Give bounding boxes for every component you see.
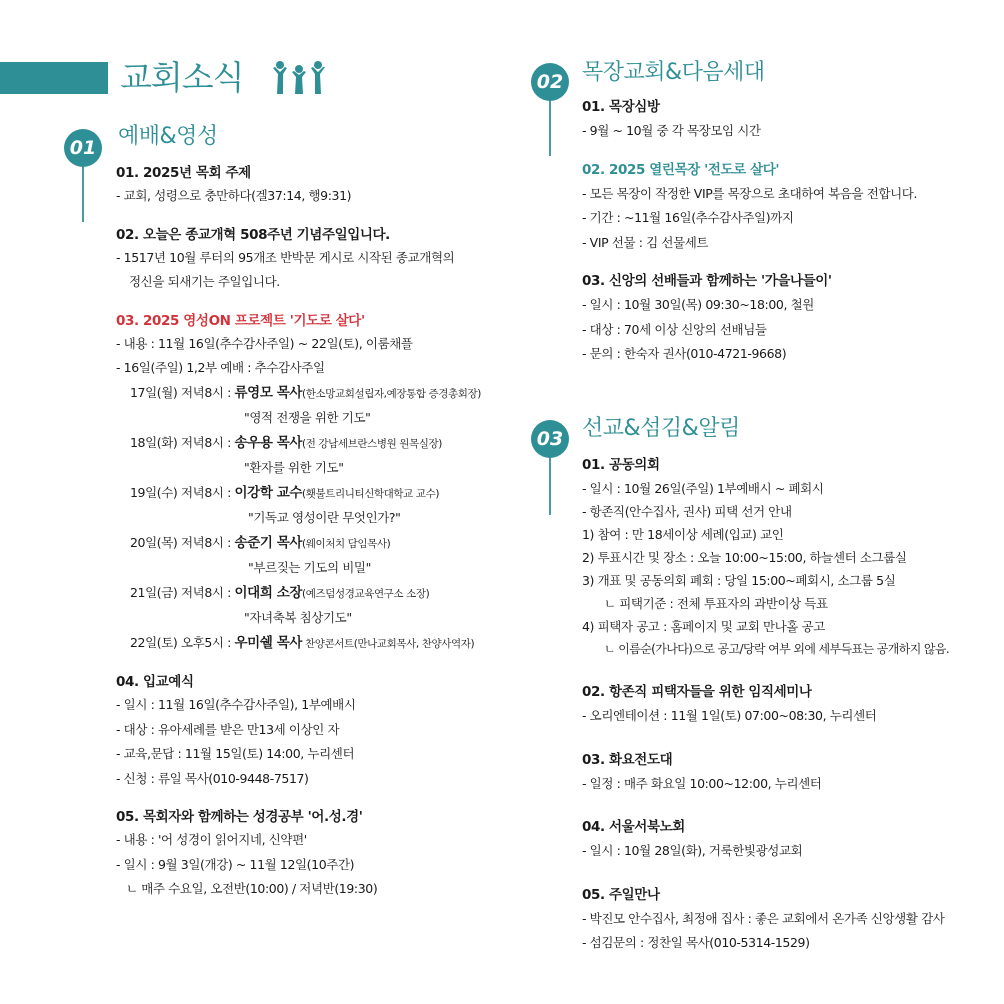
schedule-row — [116, 581, 526, 607]
item-line: 3) 개표 및 공동의회 폐회 : 당일 15:00~폐회시, 소그룹 5실 — [582, 573, 896, 588]
item-line: - 일시 : 9월 3일(개강) ~ 11월 12일(10주간) — [116, 856, 355, 872]
speaker-affiliation: (웨이처치 담임목사) — [302, 537, 391, 550]
item-heading: 01. 목장심방 — [582, 99, 660, 115]
item-line: - 교회, 성령으로 충만하다(겔37:14, 행9:31) — [116, 188, 352, 203]
item-line: - 9월 ~ 10월 중 각 목장모임 시간 — [582, 123, 761, 138]
people-icon — [272, 60, 326, 96]
schedule-row — [116, 481, 526, 507]
section-title-mission: 선교&섬김&알림 — [582, 416, 740, 441]
item-line: - 일시 : 10월 26일(주일) 1부예배시 ~ 폐회시 — [582, 481, 824, 496]
speaker-name: 이대희 소장 — [234, 584, 303, 601]
item-heading-highlight: 02. 2025 열린목장 '전도로 살다' — [582, 161, 780, 178]
item-line: - 일시 : 10월 30일(목) 09:30~18:00, 철원 — [582, 297, 814, 312]
speaker-name: 우미쉘 목사 — [234, 634, 303, 651]
schedule-date: 20일(목) 저녁8시 : — [130, 534, 235, 550]
header-accent-bar — [0, 62, 108, 94]
schedule-date: 17일(월) 저녁8시 : — [130, 384, 235, 400]
item-line: - 항존직(안수집사, 권사) 피택 선거 안내 — [582, 504, 792, 519]
speaker-name: 송준기 목사 — [234, 534, 303, 551]
schedule-topic: "자녀축복 침상기도" — [244, 610, 352, 625]
schedule-topic: "부르짖는 기도의 비밀" — [248, 560, 371, 575]
speaker-affiliation: (횃불트리니티신학대학교 교수) — [302, 487, 440, 500]
item-line: - 내용 : '어 성경이 읽어지네, 신약편' — [116, 832, 307, 847]
item-heading-highlight: 03. 2025 영성ON 프로젝트 '기도로 살다' — [116, 312, 365, 329]
section-title-worship: 예배&영성 — [118, 124, 218, 149]
schedule-topic: "영적 전쟁을 위한 기도" — [244, 410, 371, 425]
item-line: - 모든 목장이 작정한 VIP를 목장으로 초대하여 복음을 전합니다. — [582, 185, 918, 201]
item-line: - 섬김문의 : 정찬일 목사(010-5314-1529) — [582, 935, 810, 950]
left-column — [116, 162, 526, 902]
schedule-date: 21일(금) 저녁8시 : — [130, 584, 235, 600]
item-line: 2) 투표시간 및 장소 : 오늘 10:00~15:00, 하늘센터 소그룹실 — [582, 550, 907, 565]
item-line: - 1517년 10월 루터의 95개조 반박문 게시로 시작된 종교개혁의 — [116, 249, 455, 265]
item-heading: 01. 2025년 목회 주제 — [116, 165, 251, 181]
item-heading: 03. 신앙의 선배들과 함께하는 '가을나들이' — [582, 273, 832, 289]
item-line: 1) 참여 : 만 18세이상 세례(입교) 교인 — [582, 527, 784, 542]
speaker-affiliation: (예즈덤성경교육연구소 소장) — [302, 587, 430, 600]
item-line: ㄴ 피택기준 : 전체 투표자의 과반이상 득표 — [604, 596, 828, 611]
right-column-top — [582, 96, 994, 367]
schedule-topic: "환자를 위한 기도" — [244, 460, 344, 475]
item-line: - VIP 선물 : 김 선물세트 — [582, 234, 709, 250]
item-line: - 신청 : 류일 목사(010-9448-7517) — [116, 770, 309, 786]
schedule-row — [116, 431, 526, 457]
item-heading: 02. 오늘은 종교개혁 508주년 기념주일입니다. — [116, 226, 390, 243]
schedule-topic: "기독교 영성이란 무엇인가?" — [248, 510, 401, 525]
item-heading: 05. 목회자와 함께하는 성경공부 '어.성.경' — [116, 809, 363, 825]
item-line: - 내용 : 11월 16일(추수감사주일) ~ 22일(토), 이룸채플 — [116, 335, 413, 351]
item-line: 정신을 되새기는 주일입니다. — [129, 274, 280, 289]
item-line: - 대상 : 유아세례를 받은 만13세 이상인 자 — [116, 721, 340, 737]
speaker-affiliation: (전 강남세브란스병원 원목실장) — [302, 437, 442, 450]
item-heading: 01. 공동의회 — [582, 457, 660, 473]
section-badge-01: 01 — [64, 129, 102, 167]
section-badge-03: 03 — [531, 420, 569, 458]
schedule-row — [116, 531, 526, 557]
item-heading: 03. 화요전도대 — [582, 751, 673, 768]
item-line: - 일정 : 매주 화요일 10:00~12:00, 누리센터 — [582, 775, 822, 791]
section-title-cell-church: 목장교회&다음세대 — [582, 60, 765, 85]
item-line: - 오리엔테이션 : 11월 1일(토) 07:00~08:30, 누리센터 — [582, 708, 877, 723]
speaker-name: 류영모 목사 — [234, 384, 303, 401]
item-line: - 문의 : 한숙자 권사(010-4721-9668) — [582, 346, 787, 361]
page-title: 교회소식 — [120, 58, 244, 97]
speaker-affiliation: 찬양콘서트(만나교회목사, 찬양사역자) — [302, 637, 475, 650]
item-line: - 일시 : 10월 28일(화), 거룩한빛광성교회 — [582, 843, 803, 858]
speaker-name: 송우용 목사 — [234, 434, 303, 451]
item-heading: 04. 입교예식 — [116, 674, 194, 690]
item-line: - 일시 : 11월 16일(추수감사주일), 1부예배시 — [116, 697, 356, 712]
schedule-date: 22일(토) 오후5시 : — [130, 634, 235, 650]
section-badge-02: 02 — [531, 63, 569, 101]
item-line: 4) 피택자 공고 : 홈페이지 및 교회 만나홀 공고 — [582, 619, 825, 634]
schedule-date: 18일(화) 저녁8시 : — [130, 434, 235, 450]
item-line: - 대상 : 70세 이상 신앙의 선배님들 — [582, 321, 767, 337]
item-line: - 기간 : ~11월 16일(추수감사주일)까지 — [582, 210, 794, 225]
item-heading: 02. 항존직 피택자들을 위한 임직세미나 — [582, 684, 812, 700]
schedule-row — [116, 381, 526, 407]
item-heading: 04. 서울서북노회 — [582, 819, 685, 835]
item-line: - 박진모 안수집사, 최정애 집사 : 좋은 교회에서 온가족 신앙생활 감사 — [582, 910, 945, 926]
speaker-name: 이강학 교수 — [234, 484, 303, 501]
item-heading: 05. 주일만나 — [582, 886, 660, 903]
item-line: ㄴ 매주 수요일, 오전반(10:00) / 저녁반(19:30) — [126, 881, 378, 896]
schedule-date: 19일(수) 저녁8시 : — [130, 484, 235, 500]
right-column-bottom — [582, 454, 1002, 956]
item-line: - 16일(주일) 1,2부 예배 : 추수감사주일 — [116, 360, 325, 375]
schedule-row — [116, 631, 526, 657]
item-line: ㄴ 이름순(가나다)으로 공고/당락 여부 외에 세부득표는 공개하지 않음. — [604, 642, 950, 656]
item-line: - 교육,문답 : 11월 15일(토) 14:00, 누리센터 — [116, 746, 355, 761]
speaker-affiliation: (한소망교회설립자,예장통합 증경총회장) — [302, 387, 481, 400]
